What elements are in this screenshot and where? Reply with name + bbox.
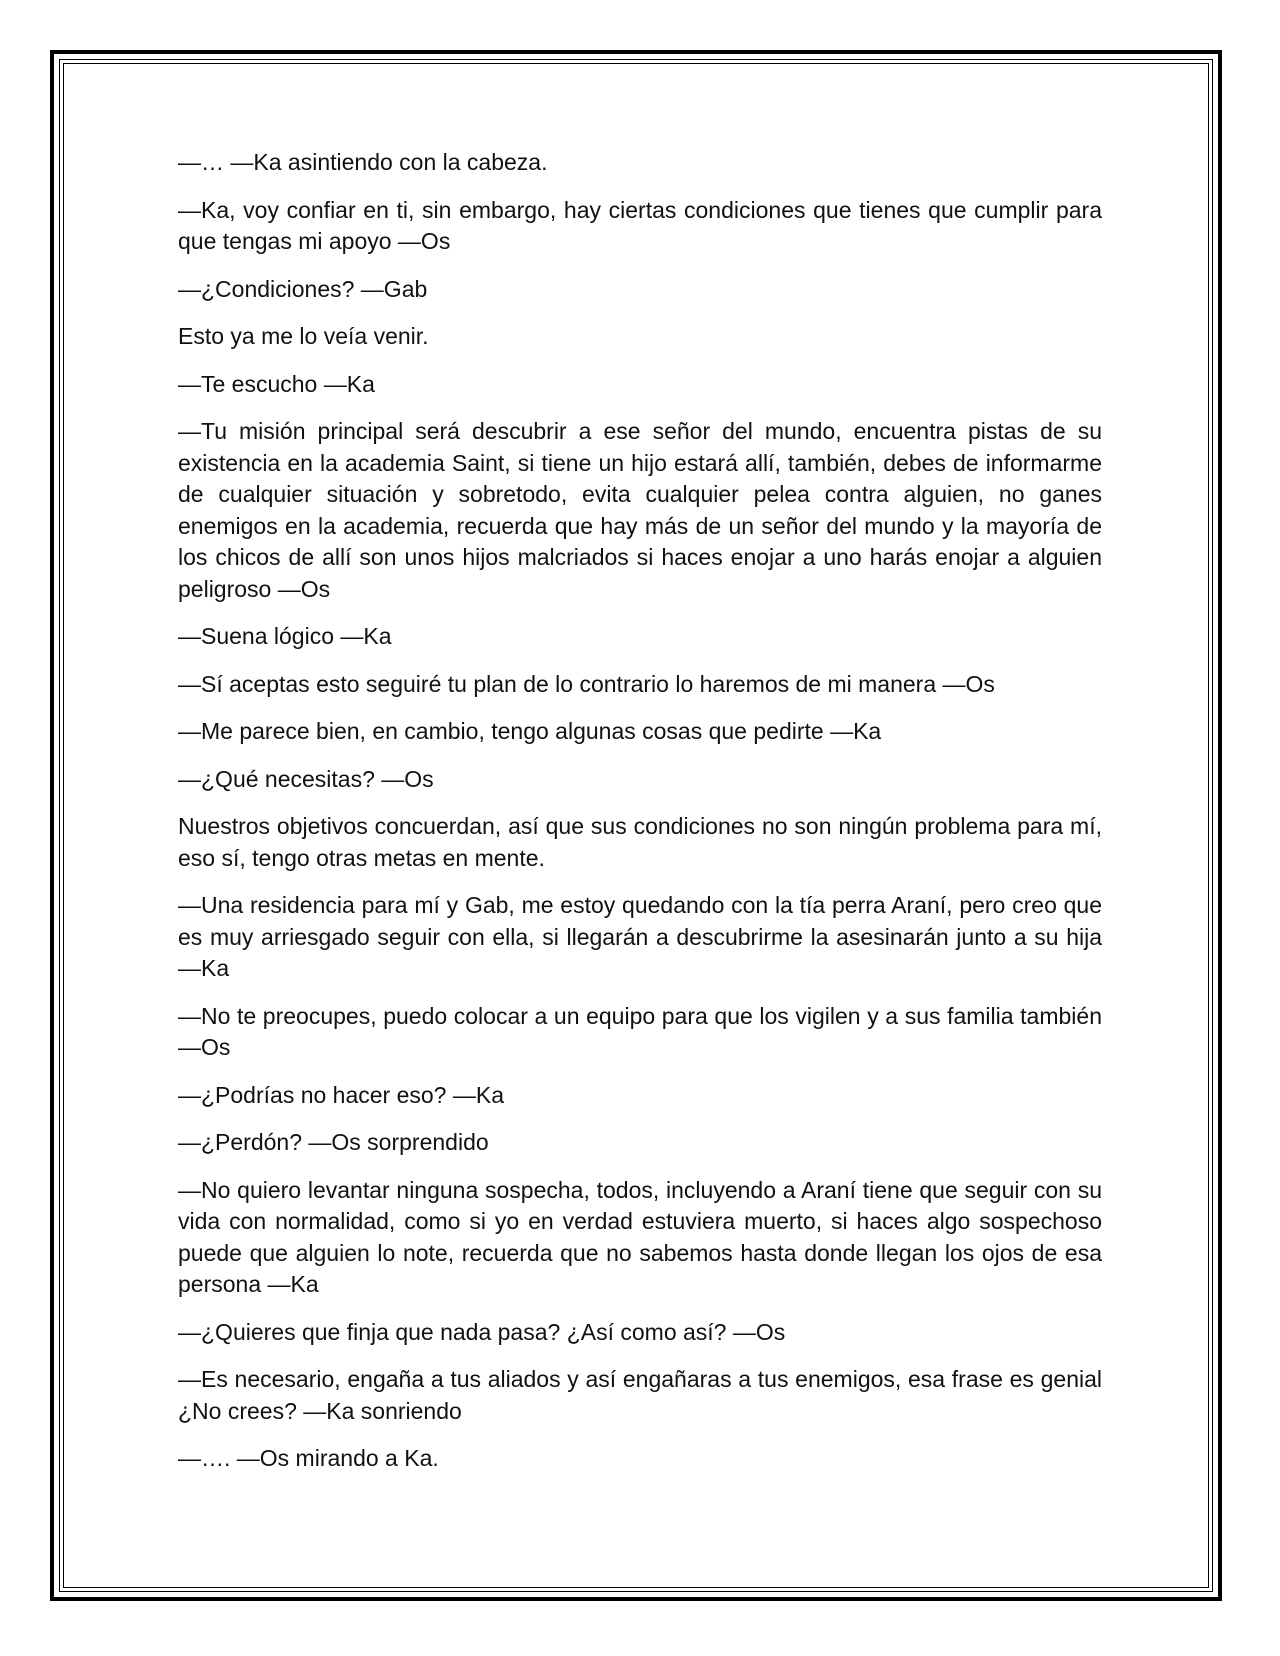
paragraph: —No quiero levantar ninguna sospecha, todos, incluyendo a Araní tiene que seguir con su vida con normalidad, como si yo en verdad estuviera muerto, si haces algo sospechoso puede que alguien lo note, recuerda que no sabemos hasta donde llegan los ojos de esa persona —Ka bbox=[178, 1176, 1102, 1297]
paragraph: —¿Condiciones? —Gab bbox=[178, 275, 428, 302]
paragraph: Esto ya me lo veía venir. bbox=[178, 323, 429, 349]
paragraph: —Te escucho —Ka bbox=[178, 370, 375, 397]
paragraph: —¿Perdón? —Os sorprendido bbox=[178, 1129, 489, 1155]
paragraph: —No te preocupes, puedo colocar a un equipo para que los vigilen y a sus familia también —Os bbox=[178, 1002, 1102, 1060]
paragraph: —Ka, voy confiar en ti, sin embargo, hay ciertas condiciones que tienes que cumplir para que tengas mi apoyo —Os bbox=[178, 196, 1102, 254]
paragraph: —Sí aceptas esto seguiré tu plan de lo contrario lo haremos de mi manera —Os bbox=[178, 670, 995, 697]
paragraph: —¿Qué necesitas? —Os bbox=[178, 765, 434, 792]
paragraph: —Tu misión principal será descubrir a ese señor del mundo, encuentra pistas de su existencia en la academia Saint, si tiene un hijo estará allí, también, debes de informarme de cualquier situación y sobretodo, evita cualquier pelea contra alguien, no ganes enemigos en la academia, recuerda que hay más de un señor del mundo y la mayoría de los chicos de allí son unos hijos malcriados si haces enojar a uno harás enojar a alguien peligroso —Os bbox=[178, 418, 1102, 602]
paragraph: Nuestros objetivos concuerdan, así que sus condiciones no son ningún problema para mí, eso sí, tengo otras metas en mente. bbox=[178, 813, 1102, 871]
paragraph: —… —Ka asintiendo con la cabeza. bbox=[178, 149, 548, 175]
paragraph: —…. —Os mirando a Ka. bbox=[178, 1445, 439, 1471]
paragraph: —Es necesario, engaña a tus aliados y así engañaras a tus enemigos, esa frase es genial ¿No crees? —Ka sonriendo bbox=[178, 1366, 1102, 1424]
paragraph: —Suena lógico —Ka bbox=[178, 623, 392, 649]
paragraph: —Una residencia para mí y Gab, me estoy quedando con la tía perra Araní, pero creo que es muy arriesgado seguir con ella, si llegarán a descubrirme la asesinarán junto a su hija —Ka bbox=[178, 892, 1102, 981]
paragraph: —Me parece bien, en cambio, tengo algunas cosas que pedirte —Ka bbox=[178, 718, 882, 744]
paragraph: —¿Podrías no hacer eso? —Ka bbox=[178, 1081, 504, 1108]
document-body bbox=[178, 147, 1102, 1491]
paragraph: —¿Quieres que finja que nada pasa? ¿Así como así? —Os bbox=[178, 1318, 786, 1345]
